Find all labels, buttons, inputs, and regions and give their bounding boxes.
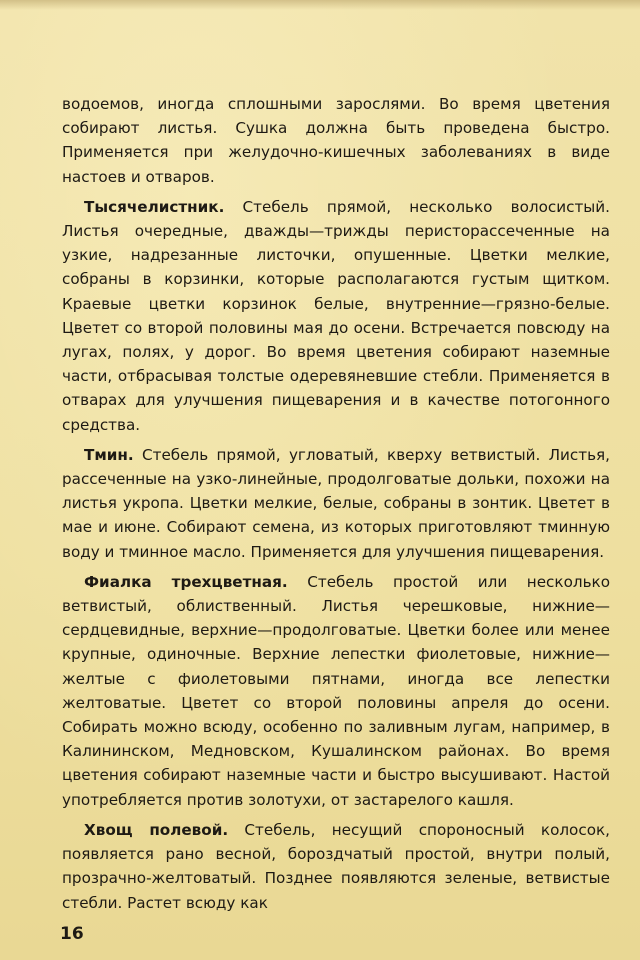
plant-term-yarrow: Тысячелистник. bbox=[84, 197, 225, 216]
page-number: 16 bbox=[60, 924, 84, 944]
paragraph-continuation bbox=[62, 92, 610, 189]
text-block bbox=[62, 92, 610, 915]
plant-term-pansy: Фиалка трехцветная. bbox=[84, 572, 288, 591]
paragraph-horsetail bbox=[62, 818, 610, 915]
paragraph-text: водоемов, иногда сплошными зарослями. Во время цветения собирают листья. Сушка должна быть проведена быстро. Применяется при желудочно-кишечных заболеваниях в виде настоев и отваров. bbox=[62, 95, 610, 186]
paragraph-caraway bbox=[62, 443, 610, 564]
paragraph-text: Стебель, несущий спороносный колосок, появляется рано весной, бороздчатый простой, внутри полый, прозрачно-желтоватый. Позднее появляются зеленые, ветвистые стебли. Растет всюду как bbox=[62, 820, 610, 912]
paragraph-yarrow bbox=[62, 195, 610, 437]
plant-term-horsetail: Хвощ полевой. bbox=[84, 820, 229, 839]
plant-term-caraway: Тмин. bbox=[84, 445, 134, 464]
paragraph-pansy bbox=[62, 570, 610, 812]
paragraph-text: Стебель простой или несколько ветвистый, облиственный. Листья черешковые, нижние—сердцевидные, верхние—продолговатые. Цветки более или менее крупные, одиночные. Верхние лепестки фиолетовые, нижние—желтые с фиолетовыми пятнами, иногда все лепестки желтоватые. Цветет со второй половины апреля до осени. Собирать можно всюду, особенно по заливным лугам, например, в Калининском, Медновском, Кушалинском районах. Во время цветения собирают наземные части и быстро высушивают. Настой употребляется против золотухи, от застарелого кашля. bbox=[62, 572, 610, 809]
page-top-edge bbox=[0, 0, 640, 10]
paragraph-text: Стебель прямой, несколько волосистый. Листья очередные, дважды—трижды перисторассеченные на узкие, надрезанные листочки, опушенные. Цветки мелкие, собраны в корзинки, которые располагаются густым щитком. Краевые цветки корзинок белые, внутренние—грязно-белые. Цветет со второй половины мая до осени. Встречается повсюду на лугах, полях, у дорог. Во время цветения собирают наземные части, отбрасывая толстые одеревяневшие стебли. Применяется в отварах для улучшения пищеварения и в качестве потогонного средства. bbox=[62, 197, 610, 434]
paragraph-text: Стебель прямой, угловатый, кверху ветвистый. Листья, рассеченные на узко-линейные, продолговатые дольки, похожи на листья укропа. Цветки мелкие, белые, собраны в зонтик. Цветет в мае и июне. Собирают семена, из которых приготовляют тминную воду и тминное масло. Применяется для улучшения пищеварения. bbox=[62, 445, 610, 561]
